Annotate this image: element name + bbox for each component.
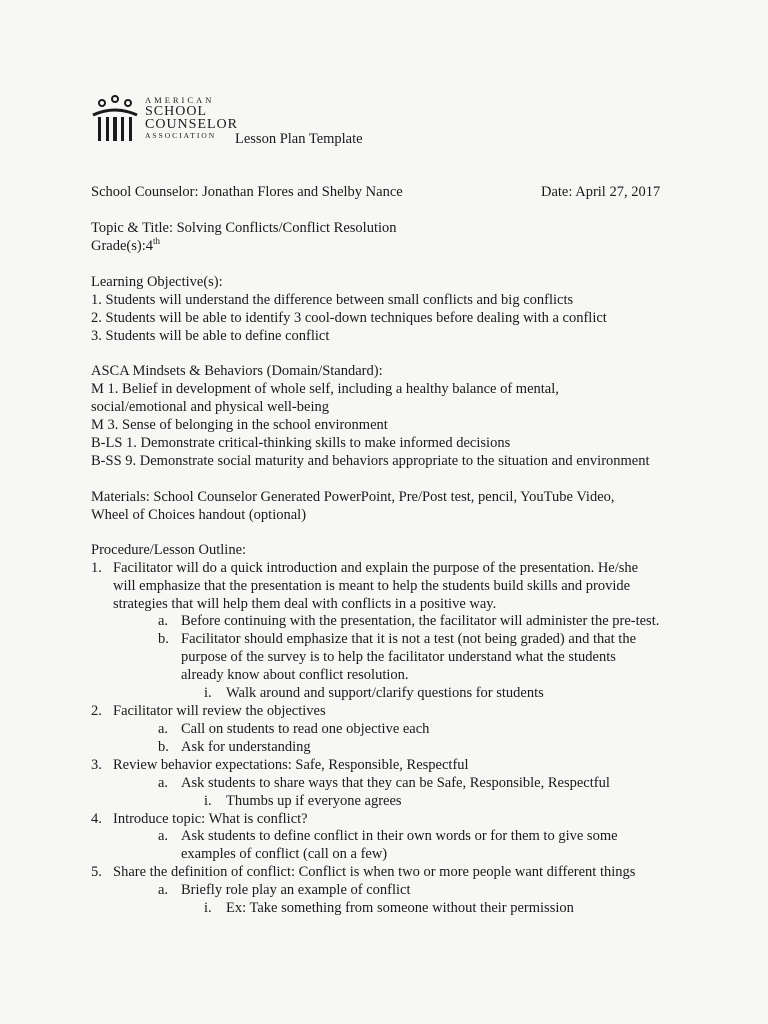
procedure-text: Thumbs up if everyone agrees (226, 793, 402, 809)
template-title: Lesson Plan Template (235, 131, 363, 147)
procedure-text: Ask students to share ways that they can be Safe, Responsible, Respectful (181, 775, 610, 791)
grade-text: Grade(s):4 (91, 238, 154, 254)
procedure-marker: a. (158, 775, 169, 791)
asca-line: M 3. Sense of belonging in the school environment (91, 417, 388, 433)
procedure-text: examples of conflict (call on a few) (181, 846, 388, 862)
topic-line: Topic & Title: Solving Conflicts/Conflict Resolution (91, 220, 397, 236)
procedure-text: Review behavior expectations: Safe, Responsible, Respectful (113, 757, 469, 773)
procedure-marker: 1. (91, 560, 102, 576)
grade-superscript: th (153, 236, 161, 247)
objectives-heading: Learning Objective(s): (91, 274, 223, 290)
procedure-marker: b. (158, 631, 169, 647)
procedure-heading: Procedure/Lesson Outline: (91, 542, 247, 558)
asca-line: M 1. Belief in development of whole self, including a healthy balance of mental, (91, 381, 559, 397)
procedure-marker: a. (158, 882, 169, 898)
procedure-text: Before continuing with the presentation, the facilitator will administer the pre-test. (181, 613, 660, 629)
logo-line-american: AMERICAN (145, 95, 215, 105)
asca-line: social/emotional and physical well-being (91, 399, 329, 415)
procedure-text: Walk around and support/clarify questions for students (226, 685, 544, 701)
procedure-text: Facilitator will review the objectives (113, 703, 326, 719)
procedure-marker: i. (204, 900, 212, 916)
objective-item: 2. Students will be able to identify 3 cool-down techniques before dealing with a conflict (91, 310, 607, 326)
asca-heading: ASCA Mindsets & Behaviors (Domain/Standard): (91, 363, 383, 379)
procedure-text: already know about conflict resolution. (181, 667, 409, 683)
procedure-marker: i. (204, 685, 212, 701)
asca-line: B-LS 1. Demonstrate critical-thinking skills to make informed decisions (91, 435, 511, 451)
procedure-text: Ex: Take something from someone without their permission (226, 900, 574, 916)
materials-line: Wheel of Choices handout (optional) (91, 507, 307, 523)
procedure-marker: a. (158, 613, 169, 629)
date-line: Date: April 27, 2017 (541, 184, 661, 200)
procedure-text: Facilitator will do a quick introduction and explain the purpose of the presentation. He/she (113, 560, 639, 576)
procedure-marker: 4. (91, 811, 102, 827)
procedure-text: Share the definition of conflict: Conflict is when two or more people want different things (113, 864, 636, 880)
logo-line-counselor: COUNSELOR (145, 116, 239, 132)
procedure-text: purpose of the survey is to help the facilitator understand what the students (181, 649, 616, 665)
procedure-text: Briefly role play an example of conflict (181, 882, 411, 898)
counselor-line: School Counselor: Jonathan Flores and Shelby Nance (91, 184, 403, 200)
grade-line (91, 237, 160, 255)
procedure-text: Ask for understanding (181, 739, 311, 755)
objective-item: 3. Students will be able to define conflict (91, 328, 330, 344)
asca-logo (91, 95, 239, 147)
objective-item: 1. Students will understand the difference between small conflicts and big conflicts (91, 292, 574, 308)
procedure-text: will emphasize that the presentation is meant to help the students build skills and provide (113, 578, 631, 594)
procedure-text: Facilitator should emphasize that it is not a test (not being graded) and that the (181, 631, 637, 647)
asca-line: B-SS 9. Demonstrate social maturity and behaviors appropriate to the situation and environment (91, 453, 650, 469)
procedure-marker: 2. (91, 703, 102, 719)
materials-line: Materials: School Counselor Generated PowerPoint, Pre/Post test, pencil, YouTube Video, (91, 489, 615, 505)
procedure-text: strategies that will help them deal with conflicts in a positive way. (113, 596, 497, 612)
procedure-marker: b. (158, 739, 169, 755)
procedure-marker: a. (158, 828, 169, 844)
procedure-marker: 3. (91, 757, 102, 773)
procedure-text: Introduce topic: What is conflict? (113, 811, 308, 827)
asca-logo-mark-icon (91, 95, 141, 147)
asca-logo-text (145, 95, 238, 139)
logo-line-association: ASSOCIATION (145, 130, 217, 140)
logo-line-school: SCHOOL (145, 103, 208, 119)
procedure-text: Ask students to define conflict in their own words or for them to give some (181, 828, 618, 844)
procedure-marker: a. (158, 721, 169, 737)
procedure-marker: 5. (91, 864, 102, 880)
procedure-text: Call on students to read one objective each (181, 721, 430, 737)
procedure-marker: i. (204, 793, 212, 809)
